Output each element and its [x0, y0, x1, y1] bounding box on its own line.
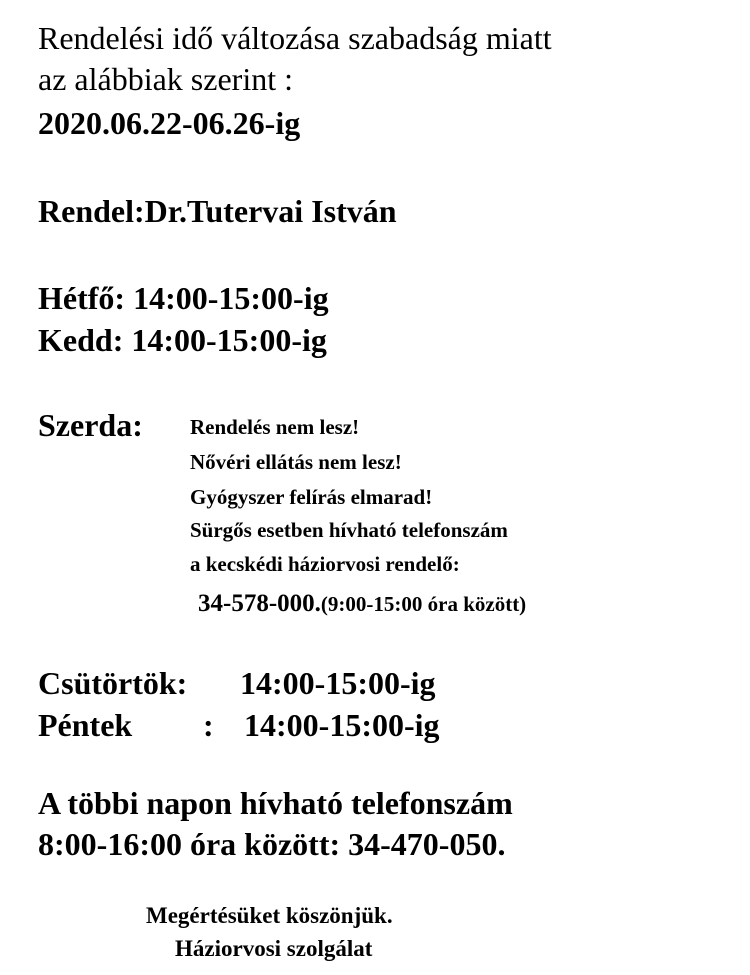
signature: Háziorvosi szolgálat	[175, 936, 373, 961]
emergency-contact	[198, 591, 526, 616]
emergency-phone: 34-578-000.	[198, 590, 321, 617]
wednesday-line: Nővéri ellátás nem lesz!	[190, 450, 402, 474]
monday-hours: Hétfő: 14:00-15:00-ig	[38, 280, 329, 316]
friday-colon: :	[203, 707, 214, 743]
thursday-label: Csütörtök:	[38, 665, 188, 701]
wednesday-label: Szerda:	[38, 407, 143, 443]
thanks-text: Megértésüket köszönjük.	[146, 903, 393, 928]
other-days-line-2: 8:00-16:00 óra között: 34-470-050.	[38, 826, 506, 862]
tuesday-hours: Kedd: 14:00-15:00-ig	[38, 322, 327, 358]
other-days-line-1: A többi napon hívható telefonszám	[38, 785, 513, 821]
intro-line-1: Rendelési idő változása szabadság miatt	[38, 20, 552, 56]
doctor-line: Rendel:Dr.Tutervai István	[38, 193, 397, 229]
wednesday-line: Sürgős esetben hívható telefonszám	[190, 518, 508, 542]
wednesday-line: Gyógyszer felírás elmarad!	[190, 485, 433, 509]
friday-label: Péntek	[38, 707, 133, 743]
intro-line-2: az alábbiak szerint :	[38, 61, 293, 97]
thursday-hours: 14:00-15:00-ig	[240, 665, 436, 701]
date-range: 2020.06.22-06.26-ig	[38, 105, 301, 141]
wednesday-line: a kecskédi háziorvosi rendelő:	[190, 552, 460, 576]
emergency-hours: (9:00-15:00 óra között)	[320, 592, 527, 616]
wednesday-line: Rendelés nem lesz!	[190, 415, 360, 439]
friday-hours: 14:00-15:00-ig	[244, 707, 440, 743]
